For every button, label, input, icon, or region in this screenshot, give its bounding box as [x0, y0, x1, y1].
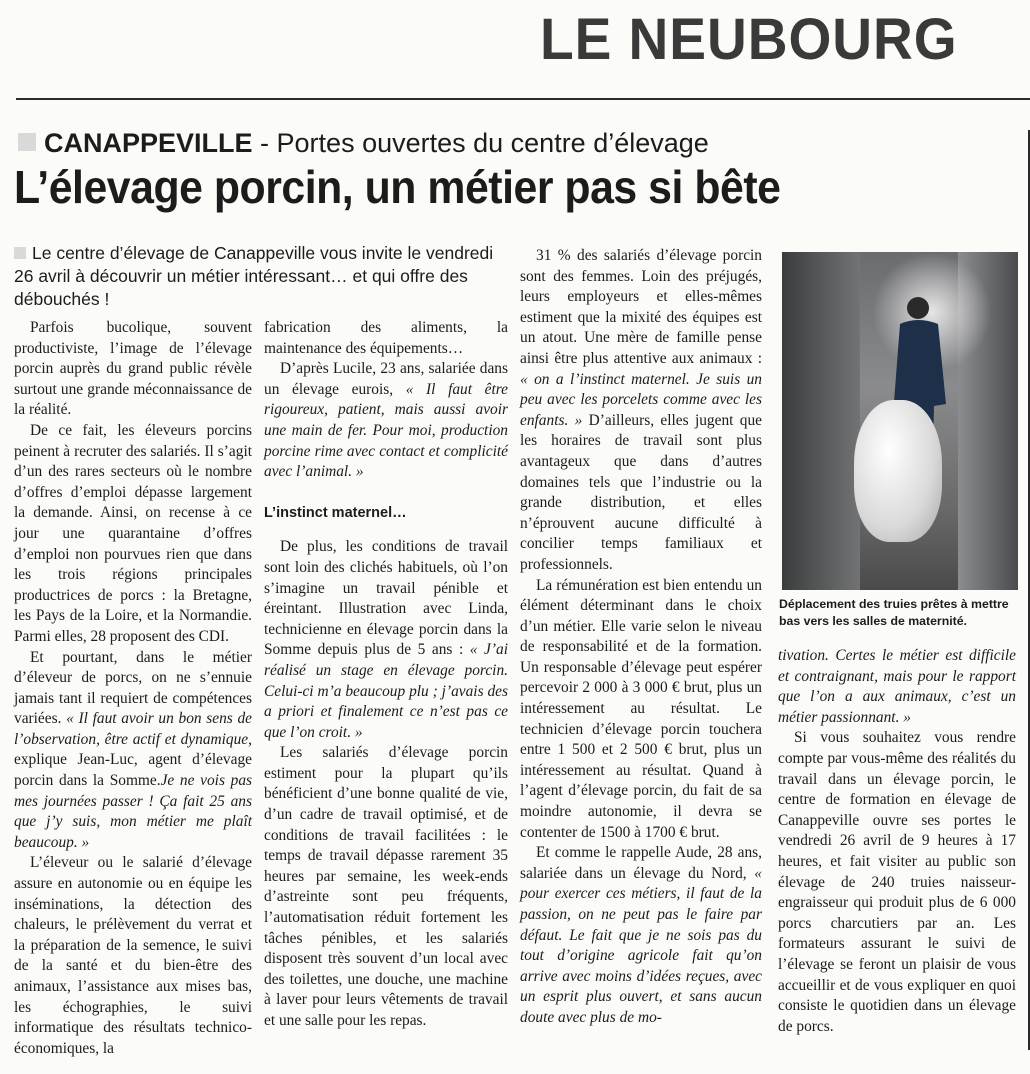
text: Et comme le rappelle Aude, 28 ans, salariée dans un élevage du Nord, — [520, 844, 762, 882]
intro-text: Le centre d’élevage de Canappeville vous invite le vendredi 26 avril à découvrir un métier intéressant… et qui offre des débouchés ! — [14, 243, 494, 309]
paragraph: La rémunération est bien entendu un élément déterminant dans le choix d’un métier. Elle varie selon le niveau de responsabilité et de la formation. Un responsable d’élevage peut espérer percevoir 2 000 à 3 000 € brut, plus un intéressement au résultat. Le technicien d’élevage porcin touchera entre 1 500 et 2 500 € brut, plus un intéressement au résultat. Quand à l’agent d’élevage porcin, du fait de sa moindre autonomie, il devra se contenter de 1500 à 1700 € brut. — [520, 576, 762, 841]
paragraph — [264, 359, 508, 483]
text: D’après Lucile, 23 ans, salariée dans un élevage eurois, — [264, 360, 508, 398]
paragraph — [778, 646, 1016, 728]
quote: « Il faut avoir un bon sens de l’observation, être actif et dynamique — [14, 710, 252, 748]
paragraph: L’éleveur ou le salarié d’élevage assure en autonomie ou en équipe les inséminations, la détection des chaleurs, le prélèvement du verrat et la préparation de la semence, le suivi de la santé et du bien-être des animaux, l’assistance aux mises bas, les échographies, le suivi informatique des résultats technico-économiques, la — [14, 854, 252, 1057]
text: 31 % des salariés d’élevage porcin sont des femmes. Loin des préjugés, leurs employeurs et elles-mêmes estiment que la mixité des équipes est un atout. Une mère de famille pense ainsi être plus attentive aux animaux : — [520, 247, 762, 367]
photo-caption: Déplacement des truies prêtes à mettre bas vers les salles de maternité. — [779, 597, 1009, 628]
paragraph — [264, 537, 508, 743]
article-column-4 — [778, 646, 1016, 1037]
square-bullet-icon — [14, 247, 26, 259]
paragraph: Parfois bucolique, souvent productiviste, l’image de l’élevage porcin auprès du grand public révèle surtout une grande méconnaissance de la réalité. — [14, 319, 252, 419]
paragraph: Les salariés d’élevage porcin estiment pour la plupart qu’ils bénéficient d’une bonne qualité de vie, d’un cadre de travail optimisé, et de conditions de travail facilitées : le temps de travail dépasse rarement 35 heures par semaine, les week-ends d’astreinte sont peu fréquents, l’automatisation réduit fortement les tâches pénibles, et les salariés disposent très souvent d’un local avec des toilettes, une douche, une machine à laver pour leurs vêtements de travail et une salle pour les repas. — [264, 744, 508, 1029]
quote: « on a l’instinct maternel. Je suis un peu avec les porcelets comme avec les enfants. » — [520, 370, 762, 429]
kicker-text: Portes ouvertes du centre d’élevage — [276, 128, 709, 158]
text: , explique Jean-Luc, agent d’élevage porcin dans la Somme. — [14, 730, 252, 790]
paragraph — [520, 246, 762, 576]
square-bullet-icon — [18, 133, 36, 151]
text: Et pourtant, dans le métier d’éleveur de porcs, on ne s’ennuie jamais tant il requiert de compétences variées. — [14, 648, 252, 728]
quote: « Il faut être rigoureux, patient, mais aussi avoir une main de fer. Pour moi, production porcine rime avec contact et complicité avec l’animal. » — [264, 380, 508, 481]
kicker-place: CANAPPEVILLE — [44, 128, 253, 158]
paragraph — [520, 843, 762, 1028]
photo-wall-left — [782, 252, 860, 590]
article-column-3 — [520, 246, 762, 1029]
quote: « J’ai réalisé un stage en élevage porcin. Celui-ci m’a beaucoup plu ; j’avais des a priori et finalement ce n’est pas ce que l’on croit. » — [264, 641, 508, 741]
paragraph: Si vous souhaitez vous rendre compte par vous-même des réalités du travail dans un élevage porcin, le centre de formation en élevage de Canappeville ouvre ses portes le vendredi 26 avril de 9 heures à 17 heures, et fait visiter au public son élevage de 240 truies naisseur-engraisseur qui produit plus de 6 000 porcs charcutiers par an. Les formateurs assurant le suivi de l’élevage se feront un plaisir de vous accueillir et de vous expliquer en quoi consiste le quotidien dans un élevage de porcs. — [778, 729, 1016, 1035]
paragraph: De ce fait, les éleveurs porcins peinent à recruter des salariés. Il s’agit d’un des rares secteurs où le nombre d’offres d’emploi dépasse largement la demande. Ainsi, on recense à ce jour une quarantaine d’offres d’emploi non pourvues rien que dans les trois régions principales productrices de porcs : la Bretagne, les Pays de la Loire, et la Normandie. Parmi elles, 28 proposent des CDI. — [14, 421, 252, 645]
headline: L’élevage porcin, un métier pas si bête — [14, 161, 781, 213]
section-masthead: LE NEUBOURG — [540, 7, 958, 72]
kicker — [18, 128, 709, 159]
text: D’ailleurs, elles jugent que les horaires de travail sont plus avantageux que dans d’autres domaines tels que l’industrie ou la grande distribution, et elles n’éprouvent aucune difficulté à concilier temps familiaux et professionnels. — [520, 411, 762, 573]
kicker-separator: - — [252, 128, 277, 158]
article-photo — [782, 252, 1018, 590]
paragraph — [14, 648, 252, 854]
subheading: L’instinct maternel… — [264, 504, 407, 521]
quote: tivation. Certes le métier est difficile et contraignant, mais pour le rapport que l’on a aux animaux, c’est un métier passionnant. » — [778, 647, 1016, 726]
paragraph: fabrication des aliments, la maintenance des équipements… — [264, 319, 508, 357]
quote: Je ne vois pas mes journées passer ! Ça fait 25 ans que j’y suis, mon métier me plaît beaucoup. » — [14, 772, 252, 851]
text: De plus, les conditions de travail sont loin des clichés habituels, où l’on s’imagine un travail pénible et éreintant. Illustration avec Linda, technicienne en élevage porcin dans la Somme depuis plus de 5 ans : — [264, 538, 508, 659]
article-column-2 — [264, 318, 508, 1032]
article-column-1 — [14, 318, 252, 1059]
header-rule — [16, 98, 1030, 100]
quote: « pour exercer ces métiers, il faut de la passion, on ne peut pas le faire par défaut. Le fait que je ne sois pas du tout d’origine agricole fait qu’on arrive avec moins d’idées reçues, avec un esprit plus ouvert, et sans aucun doute avec plus de mo- — [520, 864, 762, 1026]
sow-figure — [854, 400, 942, 542]
intro-paragraph — [14, 242, 514, 311]
